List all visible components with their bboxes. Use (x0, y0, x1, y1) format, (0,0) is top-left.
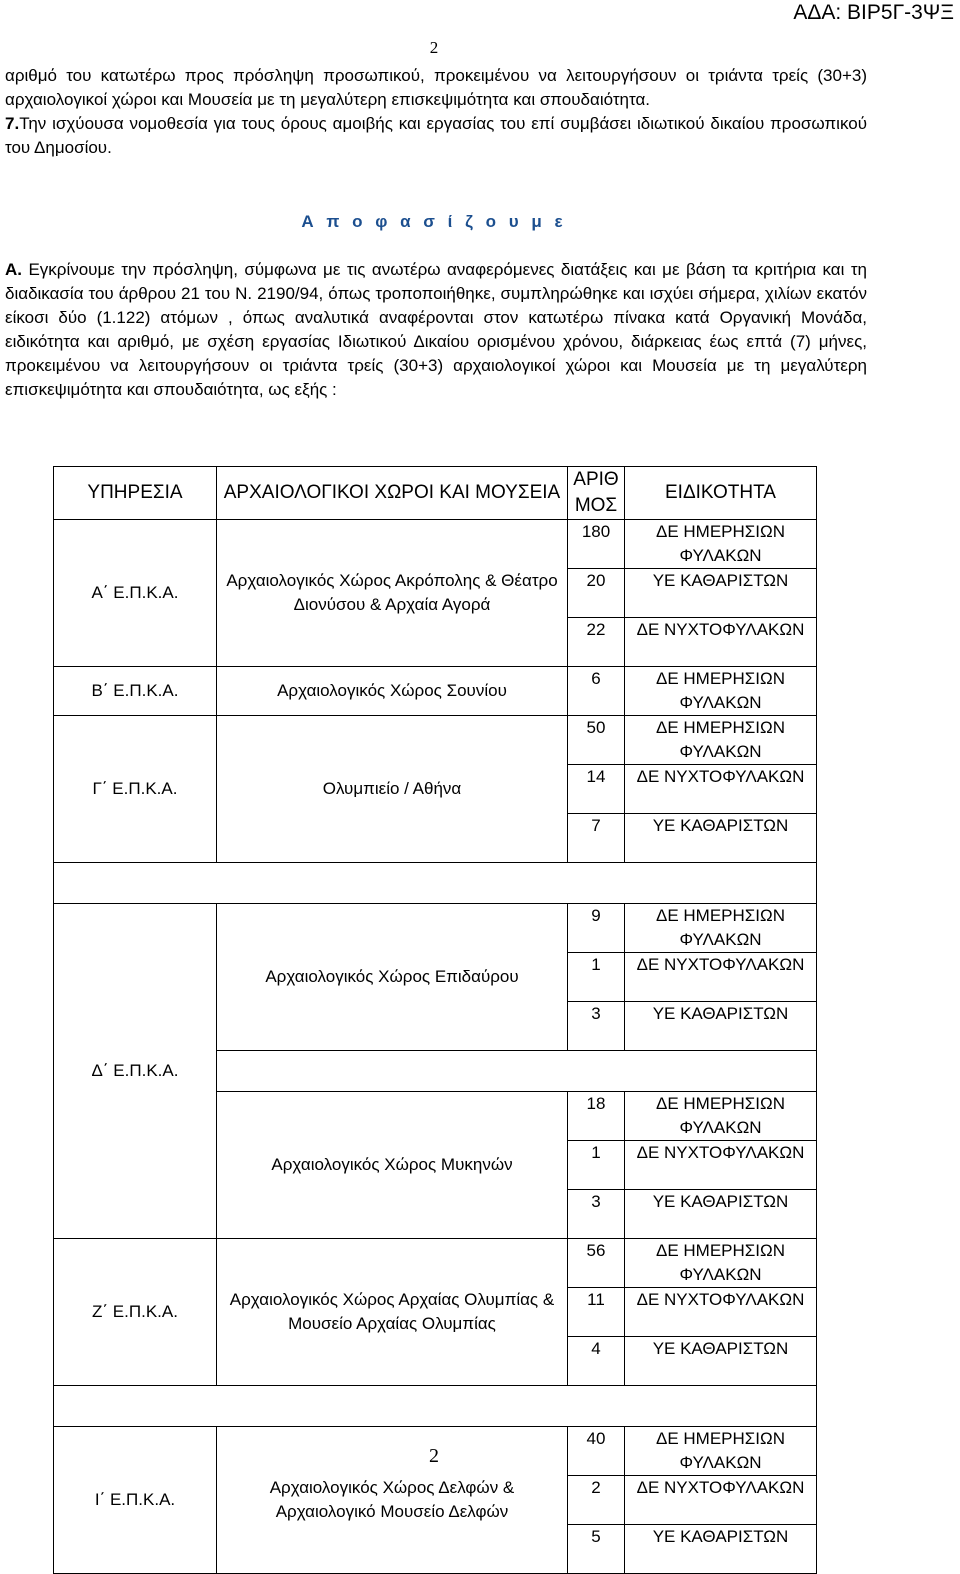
header-number: ΑΡΙΘ ΜΟΣ (568, 467, 625, 520)
table-body (54, 520, 817, 1574)
intro-paragraph: αριθμό του κατωτέρω προς πρόσληψη προσωπικού, προκειμένου να λειτουργήσουν οι τριάντα τρείς (30+3) αρχαιολογικοί χώροι και Μουσεία με τη μεγαλύτερη επισκεψιμότητα και σπουδαιότητα. (5, 66, 867, 109)
specialty-cell: ΔΕ ΗΜΕΡΗΣΙΩΝ ΦΥΛΑΚΩΝ (625, 1092, 817, 1141)
specialty-cell: ΔΕ ΝΥΧΤΟΦΥΛΑΚΩΝ (625, 953, 817, 1002)
specialty-cell: ΔΕ ΗΜΕΡΗΣΙΩΝ ΦΥΛΑΚΩΝ (625, 1239, 817, 1288)
service-cell: Δ΄ Ε.Π.Κ.Α. (54, 904, 217, 1239)
spacer-row (54, 1386, 817, 1427)
specialty-cell: ΥΕ ΚΑΘΑΡΙΣΤΩΝ (625, 569, 817, 618)
site-cell: Αρχαιολογικός Χώρος Μυκηνών (217, 1092, 568, 1239)
header-service: ΥΠΗΡΕΣΙΑ (54, 467, 217, 520)
number-cell: 1 (568, 1141, 625, 1190)
table-row (54, 904, 817, 953)
specialty-cell: ΔΕ ΗΜΕΡΗΣΙΩΝ ΦΥΛΑΚΩΝ (625, 1427, 817, 1476)
specialty-cell: ΔΕ ΗΜΕΡΗΣΙΩΝ ΦΥΛΑΚΩΝ (625, 520, 817, 569)
number-cell: 7 (568, 814, 625, 863)
number-cell: 14 (568, 765, 625, 814)
specialty-cell: ΥΕ ΚΑΘΑΡΙΣΤΩΝ (625, 1525, 817, 1574)
staff-table (53, 466, 817, 1574)
site-cell: Αρχαιολογικός Χώρος Δελφών & Αρχαιολογικό Μουσείο Δελφών (217, 1427, 568, 1574)
number-cell: 6 (568, 667, 625, 716)
table-header-row (54, 467, 817, 520)
specialty-cell: ΔΕ ΗΜΕΡΗΣΙΩΝ ΦΥΛΑΚΩΝ (625, 716, 817, 765)
decision-heading: Α π ο φ α σ ί ζ ο υ μ ε (301, 212, 567, 231)
number-cell: 56 (568, 1239, 625, 1288)
specialty-cell: ΔΕ ΗΜΕΡΗΣΙΩΝ ΦΥΛΑΚΩΝ (625, 904, 817, 953)
service-cell: Ζ΄ Ε.Π.Κ.Α. (54, 1239, 217, 1386)
table-row (54, 520, 817, 569)
site-cell: Αρχαιολογικός Χώρος Σουνίου (217, 667, 568, 716)
spacer-row (54, 863, 817, 904)
table-row (54, 667, 817, 716)
specialty-cell: ΥΕ ΚΑΘΑΡΙΣΤΩΝ (625, 1002, 817, 1051)
specialty-cell: ΥΕ ΚΑΘΑΡΙΣΤΩΝ (625, 1337, 817, 1386)
item-7-number: 7. (5, 114, 20, 133)
number-cell: 1 (568, 953, 625, 1002)
specialty-cell: ΔΕ ΝΥΧΤΟΦΥΛΑΚΩΝ (625, 765, 817, 814)
number-cell: 5 (568, 1525, 625, 1574)
spacer-cell (217, 1051, 817, 1092)
site-cell: Ολυμπιείο / Αθήνα (217, 716, 568, 863)
decision-text: Εγκρίνουμε την πρόσληψη, σύμφωνα με τις ανωτέρω αναφερόμενες διατάξεις και με βάση τα κριτήρια και τη διαδικασία του άρθρου 21 του Ν. 2190/94, όπως τροποποιήθηκε, συμπληρώθηκε και ισχύει σήμερα, χιλίων εκατόν είκοσι δύο (1.122) ατόμων , όπως αναλυτικά αναφέρονται στον κατωτέρω πίνακα κατά Οργανική Μονάδα, ειδικότητα και αριθμό, με σχέση εργασίας Ιδιωτικού Δικαίου ορισμένου χρόνου, διάρκειας έως επτά (7) μήνες, προκειμένου να λειτουργήσουν οι τριάντα τρείς (30+3) αρχαιολογικοί χώροι και Μουσεία με τη μεγαλύτερη επισκεψιμότητα και σπουδαιότητα, ως εξής : (5, 260, 867, 399)
site-cell: Αρχαιολογικός Χώρος Ακρόπολης & Θέατρο Διονύσου & Αρχαία Αγορά (217, 520, 568, 667)
number-cell: 11 (568, 1288, 625, 1337)
table-row (54, 1239, 817, 1288)
service-cell: Γ΄ Ε.Π.Κ.Α. (54, 716, 217, 863)
number-cell: 3 (568, 1190, 625, 1239)
number-cell: 4 (568, 1337, 625, 1386)
specialty-cell: ΔΕ ΝΥΧΤΟΦΥΛΑΚΩΝ (625, 1476, 817, 1525)
specialty-cell: ΔΕ ΝΥΧΤΟΦΥΛΑΚΩΝ (625, 1288, 817, 1337)
decision-label: Α. (5, 260, 22, 279)
header-specialty: ΕΙΔΙΚΟΤΗΤΑ (625, 467, 817, 520)
specialty-cell: ΔΕ ΝΥΧΤΟΦΥΛΑΚΩΝ (625, 1141, 817, 1190)
page-number-bottom: 2 (429, 1445, 439, 1467)
ada-code: ΑΔΑ: ΒΙΡ5Γ-3ΨΞ (793, 1, 954, 24)
page-number-top: 2 (429, 38, 439, 57)
number-cell: 2 (568, 1476, 625, 1525)
item-7-text: Την ισχύουσα νομοθεσία για τους όρους αμοιβής και εργασίας του επί συμβάσει ιδιωτικού δικαίου προσωπικού του Δημοσίου. (5, 114, 867, 157)
specialty-cell: ΔΕ ΝΥΧΤΟΦΥΛΑΚΩΝ (625, 618, 817, 667)
spacer-cell (54, 1386, 817, 1427)
service-cell: Β΄ Ε.Π.Κ.Α. (54, 667, 217, 716)
specialty-cell: ΔΕ ΗΜΕΡΗΣΙΩΝ ΦΥΛΑΚΩΝ (625, 667, 817, 716)
specialty-cell: ΥΕ ΚΑΘΑΡΙΣΤΩΝ (625, 814, 817, 863)
number-cell: 9 (568, 904, 625, 953)
number-cell: 22 (568, 618, 625, 667)
site-cell: Αρχαιολογικός Χώρος Επιδαύρου (217, 904, 568, 1051)
intro-block (5, 64, 867, 160)
specialty-cell: ΥΕ ΚΑΘΑΡΙΣΤΩΝ (625, 1190, 817, 1239)
service-cell: Ι΄ Ε.Π.Κ.Α. (54, 1427, 217, 1574)
number-cell: 50 (568, 716, 625, 765)
number-cell: 180 (568, 520, 625, 569)
number-cell: 40 (568, 1427, 625, 1476)
number-cell: 18 (568, 1092, 625, 1141)
number-cell: 3 (568, 1002, 625, 1051)
number-cell: 20 (568, 569, 625, 618)
decision-paragraph (5, 258, 867, 402)
header-sites: ΑΡΧΑΙΟΛΟΓΙΚΟΙ ΧΩΡΟΙ ΚΑΙ ΜΟΥΣΕΙΑ (217, 467, 568, 520)
table-row (54, 716, 817, 765)
spacer-cell (54, 863, 817, 904)
item-7 (5, 112, 867, 160)
site-cell: Αρχαιολογικός Χώρος Αρχαίας Ολυμπίας & Μουσείο Αρχαίας Ολυμπίας (217, 1239, 568, 1386)
service-cell: Α΄ Ε.Π.Κ.Α. (54, 520, 217, 667)
